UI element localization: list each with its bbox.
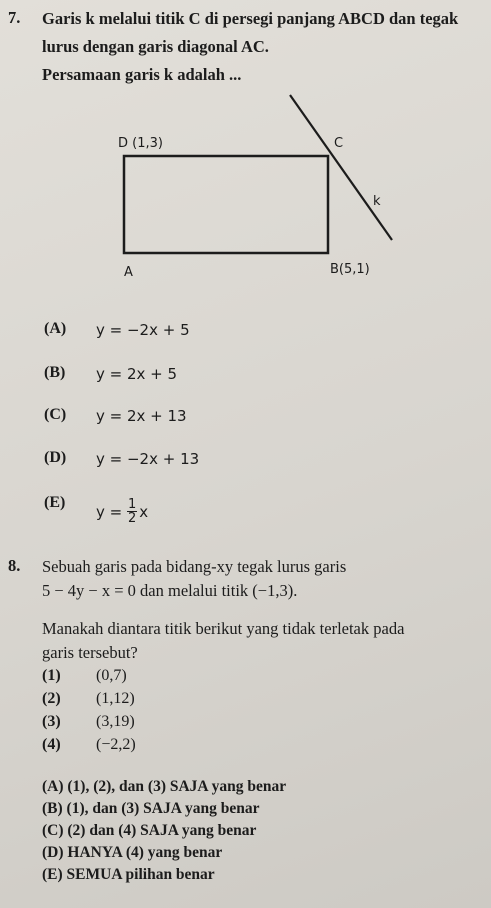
label-b: B(5,1) bbox=[330, 262, 370, 277]
q8-option-a: (A) (1), (2), dan (3) SAJA yang benar bbox=[42, 778, 287, 795]
q7-option-e-prefix: y = bbox=[96, 502, 127, 521]
label-k: k bbox=[373, 194, 381, 209]
q7-option-c-letter: (C) bbox=[44, 406, 67, 423]
q8-item-1-label: (1) bbox=[42, 667, 61, 684]
q8-item-4-label: (4) bbox=[42, 736, 61, 753]
fraction-denominator: 2 bbox=[127, 511, 137, 526]
q7-line2: lurus dengan garis diagonal AC. bbox=[42, 37, 269, 56]
label-c: C bbox=[334, 136, 344, 151]
q8-item-3-label: (3) bbox=[42, 713, 61, 730]
q8-line1: Sebuah garis pada bidang-xy tegak lurus garis bbox=[42, 557, 347, 576]
q7-option-d-text: y = −2x + 13 bbox=[96, 450, 200, 468]
fraction-numerator: 1 bbox=[127, 497, 137, 512]
q8-option-d: (D) HANYA (4) yang benar bbox=[42, 844, 223, 861]
q7-option-b-letter: (B) bbox=[44, 364, 66, 381]
q8-number: 8. bbox=[8, 556, 21, 575]
q7-number: 7. bbox=[8, 8, 21, 27]
rectangle-figure bbox=[0, 0, 491, 300]
q8-item-2-value: (1,12) bbox=[96, 690, 135, 707]
q7-option-b-text: y = 2x + 5 bbox=[96, 365, 178, 383]
q7-option-e-fraction bbox=[127, 498, 137, 525]
q8-item-3-value: (3,19) bbox=[96, 713, 135, 730]
line-k bbox=[290, 95, 392, 240]
q7-option-e-letter: (E) bbox=[44, 494, 66, 511]
q7-option-e-text bbox=[96, 498, 148, 525]
q7-option-e-suffix: x bbox=[139, 502, 149, 521]
q8-item-1-value: (0,7) bbox=[96, 667, 127, 684]
q8-item-2-label: (2) bbox=[42, 690, 61, 707]
q8-option-c: (C) (2) dan (4) SAJA yang benar bbox=[42, 822, 257, 839]
q7-option-a-text: y = −2x + 5 bbox=[96, 321, 190, 339]
q7-option-c-text: y = 2x + 13 bbox=[96, 407, 187, 425]
q7-line3: Persamaan garis k adalah ... bbox=[42, 65, 242, 84]
rectangle-abcd bbox=[124, 156, 328, 253]
q8-item-4-value: (−2,2) bbox=[96, 736, 136, 753]
q8-option-e: (E) SEMUA pilihan benar bbox=[42, 866, 215, 883]
label-d: D (1,3) bbox=[118, 136, 163, 151]
label-a: A bbox=[124, 265, 133, 280]
q7-line1: Garis k melalui titik C di persegi panjang ABCD dan tegak bbox=[42, 9, 459, 28]
q7-option-d-letter: (D) bbox=[44, 449, 67, 466]
q8-line4: garis tersebut? bbox=[42, 643, 138, 662]
q8-line2: 5 − 4y − x = 0 dan melalui titik (−1,3). bbox=[42, 581, 298, 600]
q8-line3: Manakah diantara titik berikut yang tidak terletak pada bbox=[42, 619, 405, 638]
q7-option-a-letter: (A) bbox=[44, 320, 67, 337]
q8-option-b: (B) (1), dan (3) SAJA yang benar bbox=[42, 800, 260, 817]
